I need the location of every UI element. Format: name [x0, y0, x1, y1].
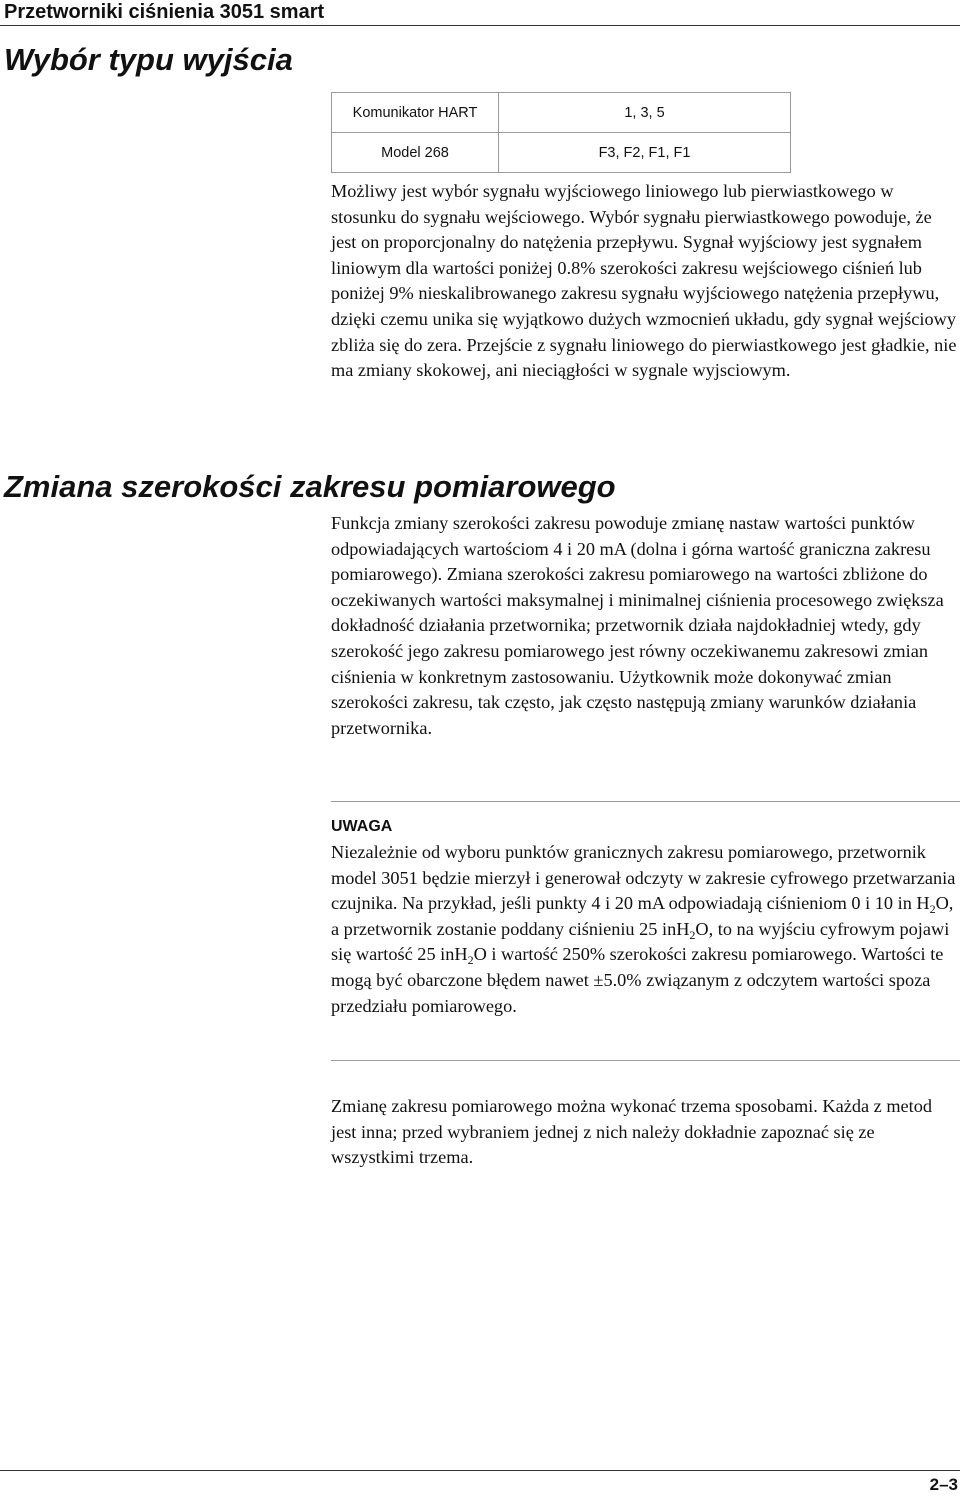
table-cell-tool: Model 268: [332, 133, 499, 173]
footer-rule: [0, 1470, 960, 1471]
note-text: O, to na wyjściu cyfrowym pojawi się wartość 25 inH: [331, 918, 950, 965]
note-top-rule: [331, 801, 960, 802]
note-paragraph: [331, 840, 960, 1019]
table-cell-keys: F3, F2, F1, F1: [499, 133, 791, 173]
note-text: O, a przetwornik zostanie poddany ciśnieniu 25 inH: [331, 893, 954, 939]
section-title-rerange: Zmiana szerokości zakresu pomiarowego: [4, 469, 616, 504]
note-text: O i wartość 250% szerokości zakresu pomiarowego. Wartości te mogą być obarczone błędem nawet ±5.0% związanym z odczytem wartości spoza przedziału pomiarowego.: [331, 944, 944, 1016]
note-text: Niezależnie od wyboru punktów granicznych zakresu pomiarowego, przetwornik model 3051 będzie mierzył i generował odczyty w zakresie cyfrowego przetwarzania czujnika. Na przykład, jeśli punkty 4 i 20 mA odpowiadają ciśnieniom 0 i 10 in H: [331, 842, 956, 914]
note-bottom-rule: [331, 1060, 960, 1061]
table-cell-keys: 1, 3, 5: [499, 93, 791, 133]
closing-paragraph: Zmianę zakresu pomiarowego można wykonać trzema sposobami. Każda z metod jest inna; przed wybraniem jednej z nich należy dokładnie zapoznać się ze wszystkimi trzema.: [331, 1096, 933, 1168]
subscript: 2: [467, 953, 474, 968]
running-header: Przetworniki ciśnienia 3051 smart: [4, 1, 325, 23]
header-rule: [0, 25, 960, 26]
table-row: [332, 133, 791, 173]
fast-key-table: [331, 92, 791, 173]
subscript: 2: [929, 902, 936, 917]
table-cell-tool: Komunikator HART: [332, 93, 499, 133]
note-heading: UWAGA: [331, 818, 393, 835]
rerange-paragraph: Funkcja zmiany szerokości zakresu powoduje zmianę nastaw wartości punktów odpowiadających wartościom 4 i 20 mA (dolna i górna wartość graniczna zakresu pomiarowego). Zmiana szerokości zakresu pomiarowego na wartości zbliżone do oczekiwanych wartości maksymalnej i minimalnej ciśnienia procesowego zwiększa dokładność działania przetwornika; przetwornik działa najdokładniej wtedy, gdy szerokość jego zakresu pomiarowego jest równy oczekiwanemu zakresowi zmian ciśnienia w konkretnym zastosowaniu. Użytkownik może dokonywać zmian szerokości zakresu, tak często, jak często następują zmiany warunków działania przetwornika.: [331, 513, 944, 738]
output-type-paragraph: Możliwy jest wybór sygnału wyjściowego liniowego lub pierwiastkowego w stosunku do sygnału wejściowego. Wybór sygnału pierwiastkowego powoduje, że jest on proporcjonalny do natężenia przepływu. Sygnał wyjściowy jest sygnałem liniowym dla wartości poniżej 0.8% szerokości zakresu wejściowego ciśnień lub poniżej 9% nieskalibrowanego zakresu sygnału wyjściowego natężenia przepływu, dzięki czemu unika się wyjątkowo dużych wzmocnień układu, gdy sygnał wejściowy zbliża się do zera. Przejście z sygnału liniowego do pierwiastkowego jest gładkie, nie ma zmiany skokowej, ani nieciągłości w sygnale wyjsciowym.: [331, 181, 957, 381]
section-title-output-type: Wybór typu wyjścia: [4, 42, 293, 77]
page-number: 2–3: [929, 1475, 958, 1494]
table-row: [332, 93, 791, 133]
subscript: 2: [689, 927, 696, 942]
